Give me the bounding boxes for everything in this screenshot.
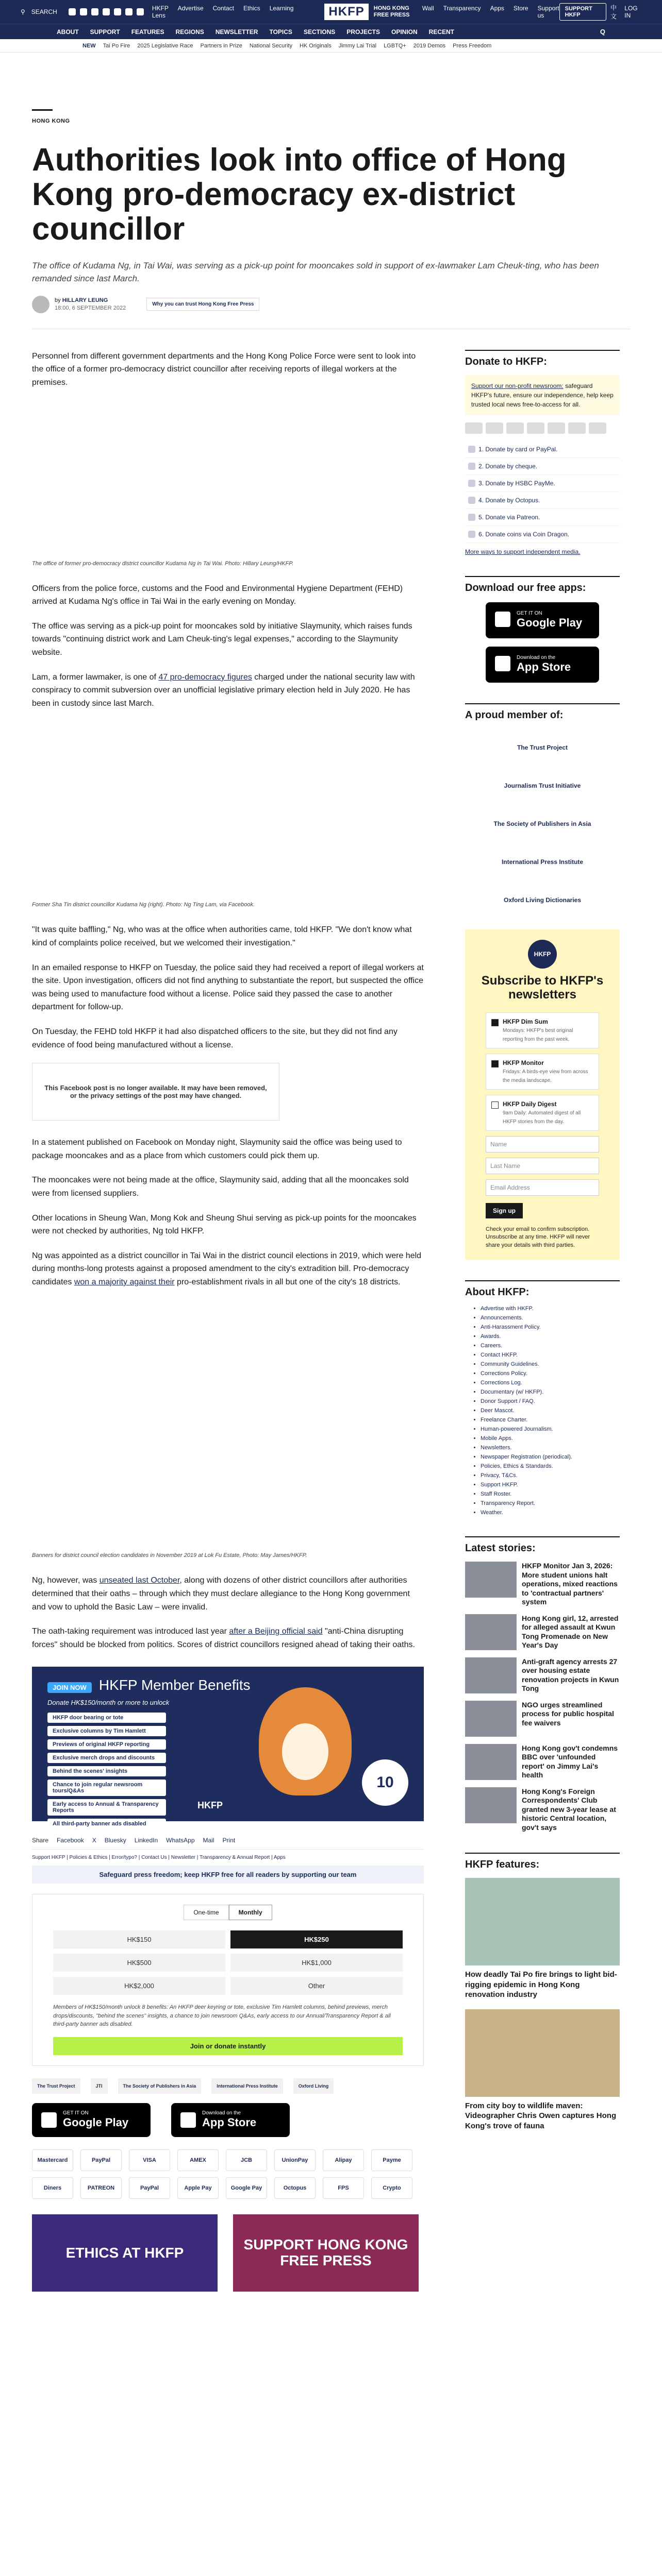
donate-lead-link[interactable]: Support our non-profit newsroom:	[471, 382, 564, 389]
crypto-icon[interactable]: Crypto	[371, 2177, 412, 2199]
donate-sidebar	[465, 350, 620, 555]
benefit-item: Exclusive merch drops and discounts	[47, 1753, 166, 1763]
nav-support[interactable]: SUPPORT	[90, 28, 120, 36]
banner-title: HKFP Member Benefits	[98, 1677, 251, 1693]
benefit-item: HKFP door bearing or tote	[47, 1713, 166, 1723]
sidebar	[465, 350, 620, 2292]
article-image	[32, 1300, 424, 1547]
about-links	[465, 1306, 620, 1516]
visa-icon[interactable]: VISA	[129, 2149, 170, 2171]
page-title: Authorities look into office of Hong Kong pro-democracy ex-district councillor	[32, 142, 567, 247]
trust-project-logo[interactable]: The Trust Project	[32, 2078, 80, 2094]
publish-date: 18:00, 6 SEPTEMBER 2022	[55, 305, 126, 312]
section-rule	[32, 109, 53, 111]
unionpay-icon[interactable]: UnionPay	[274, 2149, 316, 2171]
login-link[interactable]: LOG IN	[624, 5, 638, 19]
banner-brand: HKFP	[197, 1800, 223, 1811]
nav-about[interactable]: ABOUT	[57, 28, 79, 36]
paypal-icon[interactable]: PayPal	[129, 2177, 170, 2199]
about-link[interactable]: • Weather.	[481, 1510, 620, 1516]
donate-option[interactable]: 3. Donate by HSBC PayMe.	[465, 475, 620, 492]
paypal-icon[interactable]: PayPal	[80, 2149, 122, 2171]
app-store-row	[32, 2103, 424, 2137]
site-logo[interactable]: HKFP HONG KONG FREE PRESS	[324, 4, 409, 20]
paragraph: The mooncakes were not being made at the office, Slaymunity said, adding that all the mooncakes sold were from licensed suppliers.	[32, 1176, 409, 1198]
about-link[interactable]: • Support HKFP.	[481, 1482, 620, 1488]
feature-thumbnail	[465, 1878, 620, 1965]
story-thumbnail	[465, 1744, 517, 1780]
features-section	[465, 1853, 620, 2131]
inline-link[interactable]: unseated last October	[99, 1576, 180, 1585]
top-link-store[interactable]: Store	[513, 5, 528, 12]
top-link-transparency[interactable]: Transparency	[443, 5, 481, 12]
jcb-icon[interactable]: JCB	[226, 2149, 267, 2171]
nav-projects[interactable]: PROJECTS	[346, 28, 380, 36]
coin-icon	[468, 531, 475, 538]
benefit-item: Early access to Annual & Transparency Reports	[47, 1799, 166, 1816]
payme-icon	[468, 480, 475, 487]
telegram-icon[interactable]	[125, 8, 133, 15]
app-store-button[interactable]: Download on the App Store	[486, 647, 599, 683]
avatar	[32, 296, 49, 313]
payment-methods	[32, 2149, 424, 2199]
ipi-logo[interactable]: International Press Institute	[211, 2078, 283, 2094]
story-item[interactable]: Hong Kong girl, 12, arrested for alleged assault at Kwun Tong Promenade on New Year's Day	[465, 1614, 620, 1650]
trending-bar	[0, 39, 662, 53]
paragraph: In a statement published on Facebook on Monday night, Slaymunity said the office was being used to package mooncakes and as a place from which customers could pick them up.	[32, 1138, 402, 1160]
story-thumbnail	[465, 1562, 517, 1598]
donate-option[interactable]: 1. Donate by card or PayPal.	[465, 441, 620, 458]
octopus-icon[interactable]: Octopus	[274, 2177, 316, 2199]
donate-lead: Support our non-profit newsroom: safeguard HKFP's future, ensure our independence, help keep trusted local news free-to-access for all.	[465, 375, 620, 415]
join-donate-button[interactable]: Join or donate instantly	[53, 2037, 403, 2055]
paragraph: The office was serving as a pick-up point for mooncakes sold by initiative Slaymunity, which raises funds towards "continuing district work and Lam Cheuk-ting's legal expenses," according to the Slaymunity website.	[32, 621, 412, 657]
story-item[interactable]: Anti-graft agency arrests 27 over housing estate renovation projects in Kwun Tong	[465, 1657, 620, 1693]
footer-link-row[interactable]: Support HKFP | Policies & Ethics | Error/typo? | Contact Us | Newsletter | Transparency & Annual Report | Apps	[32, 1855, 286, 1861]
facebook-embed: This Facebook post is no longer available. It may have been removed, or the privacy settings of the post may have changed.	[32, 1063, 279, 1121]
deer-mascot-icon	[259, 1687, 352, 1795]
about-link[interactable]: • Human-powered Journalism.	[481, 1426, 620, 1432]
google-play-icon	[495, 612, 510, 627]
hkfp-logo: HKFP	[528, 940, 557, 969]
rss-icon[interactable]	[137, 8, 144, 15]
about-link[interactable]: • Corrections Policy.	[481, 1370, 620, 1377]
about-link[interactable]: • Transparency Report.	[481, 1500, 620, 1506]
about-link[interactable]: • Corrections Log.	[481, 1380, 620, 1386]
article-image	[32, 401, 424, 555]
author-link[interactable]: HILLARY LEUNG	[62, 297, 108, 304]
amount-option[interactable]: HK$500	[53, 1954, 225, 1972]
share-bluesky[interactable]: Bluesky	[104, 1837, 126, 1844]
share-whatsapp[interactable]: WhatsApp	[166, 1837, 195, 1844]
story-item[interactable]: NGO urges streamlined process for public hospital fee waivers	[465, 1701, 620, 1737]
google-play-button[interactable]: GET IT ON Google Play	[32, 2103, 151, 2137]
app-store-button[interactable]: Download on the App Store	[171, 2103, 290, 2137]
newsletter-option[interactable]: HKFP Dim Sum Mondays: HKFP's best original reporting from the past week.	[486, 1012, 599, 1048]
trending-item[interactable]: Press Freedom	[453, 42, 492, 49]
card-icon	[468, 446, 475, 453]
tab-monthly[interactable]: Monthly	[229, 1905, 272, 1920]
top-link-learning[interactable]: Learning	[269, 5, 294, 12]
about-link[interactable]: • Community Guidelines.	[481, 1361, 620, 1367]
about-link[interactable]: • Awards.	[481, 1333, 620, 1340]
amex-icon	[527, 422, 544, 434]
trending-item[interactable]: Partners in Prize	[200, 42, 242, 49]
card-icons	[465, 422, 620, 434]
mastercard-icon[interactable]: Mastercard	[32, 2149, 73, 2171]
article-header	[0, 53, 662, 329]
youtube-icon[interactable]	[103, 8, 110, 15]
jti-logo[interactable]: JTI	[91, 2078, 108, 2094]
trending-item[interactable]: HK Originals	[299, 42, 332, 49]
newsletter-title: Subscribe to HKFP's newsletters	[481, 973, 604, 1002]
facebook-icon[interactable]	[69, 8, 76, 15]
visa-icon	[506, 422, 524, 434]
byline	[32, 296, 630, 313]
nav-regions[interactable]: REGIONS	[175, 28, 204, 36]
nav-newsletter[interactable]: NEWSLETTER	[215, 28, 258, 36]
jcb-icon	[548, 422, 565, 434]
nav-sections[interactable]: SECTIONS	[303, 28, 336, 36]
inline-link[interactable]: won a majority against their	[74, 1277, 175, 1286]
top-link-contact[interactable]: Contact	[212, 5, 234, 12]
features-title: HKFP features:	[465, 1853, 620, 1871]
safeguard-banner[interactable]: Safeguard press freedom; keep HKFP free for all readers by supporting our team	[32, 1866, 424, 1884]
about-link[interactable]: • Announcements.	[481, 1315, 620, 1321]
donate-option[interactable]: 5. Donate via Patreon.	[465, 509, 620, 526]
story-item[interactable]: HKFP Monitor Jan 3, 2026: More student unions halt operations, mixed reactions to 'contractual partners' system	[465, 1562, 620, 1607]
about-link[interactable]: • Freelance Charter.	[481, 1417, 620, 1423]
paragraph: The oath-taking requirement was introduced last year after a Beijing official said "anti-China disrupting forces" should be blocked from politics. Scores of district councillors resigned ahead of taking their oaths.	[32, 1627, 415, 1649]
cheque-icon	[468, 463, 475, 470]
checkbox[interactable]	[491, 1019, 499, 1026]
member-of-section	[465, 703, 620, 919]
x-icon[interactable]	[80, 8, 87, 15]
unionpay-icon	[568, 422, 586, 434]
alipay-icon	[589, 422, 606, 434]
donate-option[interactable]: 4. Donate by Octopus.	[465, 492, 620, 509]
banner-subtitle: Donate HK$150/month or more to unlock	[47, 1699, 170, 1707]
image-caption: The office of former pro-democracy district councillor Kudama Ng in Tai Wai. Photo: Hillary Leung/HKFP.	[32, 560, 294, 567]
top-link-lens[interactable]: HKFP Lens	[152, 5, 169, 19]
member-benefits-banner[interactable]	[32, 1667, 424, 1827]
by-label: by	[55, 297, 61, 304]
about-link[interactable]: • Donor Support / FAQ.	[481, 1398, 620, 1404]
article-excerpt: The office of Kudama Ng, in Tai Wai, was serving as a pick-up point for mooncakes sold in support of ex-lawmaker Lam Cheuk-ting, who has been remanded since last March.	[32, 260, 599, 284]
support-promo[interactable]: SUPPORT HONG KONG FREE PRESS	[233, 2214, 419, 2292]
paragraph: Lam, a former lawmaker, is one of 47 pro-democracy figures charged under the national security law with conspiracy to commit subversion over an unofficial legislative primary election held in July 2020. He has been in custody since last March.	[32, 672, 415, 708]
google-pay-icon[interactable]: Google Pay	[226, 2177, 267, 2199]
share-bar	[32, 1832, 424, 1850]
article-image	[32, 721, 424, 896]
about-link[interactable]: • Deer Mascot.	[481, 1408, 620, 1414]
search-icon[interactable]: ⚲	[21, 8, 25, 15]
amount-option[interactable]: HK$2,000	[53, 1977, 225, 1995]
sidebar-title: Donate to HKFP:	[465, 350, 620, 368]
image-caption: Banners for district council election candidates in November 2019 at Lok Fu Estate, Photo: May James/HKFP.	[32, 1552, 307, 1559]
paragraph: In an emailed response to HKFP on Tuesday, the police said they had received a report of illegal workers at the site. Upon investigation, officers did not find anything to substantiate the report, but suspected the office was being used to manufacture food without a license. Police said they passed the case to another department for follow-up.	[32, 963, 424, 1012]
donate-option[interactable]: 2. Donate by cheque.	[465, 458, 620, 475]
trust-project-logo[interactable]: The Trust Project	[517, 743, 568, 751]
fps-icon[interactable]: FPS	[323, 2177, 364, 2199]
amount-option[interactable]: HK$250	[230, 1930, 403, 1948]
donate-widget	[32, 1894, 424, 2066]
donate-note: Members of HK$150/month unlock 8 benefits: An HKFP deer keyring or tote, exclusive Tim Hamlett columns, behind previews, merch drops/discounts, "behind the scenes" insights, a chance to join newsroom Q&As, early access to our Annual/Transparency Report & all third-party banner ads disabled.	[53, 2004, 391, 2028]
apple-icon	[495, 656, 510, 671]
newsletter-signup	[465, 929, 620, 1260]
payme-icon[interactable]: Payme	[371, 2149, 412, 2171]
sopa-logo[interactable]: The Society of Publishers in Asia	[493, 820, 591, 827]
nav-search-icon[interactable]: Q	[600, 28, 605, 36]
amount-option[interactable]: HK$150	[53, 1930, 225, 1948]
diners-icon[interactable]: Diners	[32, 2177, 73, 2199]
about-link[interactable]: • Contact HKFP.	[481, 1352, 620, 1358]
trending-item[interactable]: National Security	[249, 42, 292, 49]
about-link[interactable]: • Newsletters.	[481, 1445, 620, 1451]
feature-item[interactable]: From city boy to wildlife maven: Videographer Chris Owen captures Hong Kong's trove of fauna	[465, 2009, 620, 2131]
main-nav	[0, 24, 662, 39]
nav-recent[interactable]: RECENT	[428, 28, 454, 36]
apps-section	[465, 576, 620, 683]
about-link[interactable]: • Newspaper Registration (periodical).	[481, 1454, 620, 1460]
patreon-icon[interactable]: PATREON	[80, 2177, 122, 2199]
support-hkfp-button[interactable]: SUPPORT HKFP	[559, 3, 606, 21]
top-links	[152, 5, 294, 19]
search-link[interactable]: SEARCH	[31, 8, 57, 15]
trending-item[interactable]: Jimmy Lai Trial	[338, 42, 377, 49]
share-x[interactable]: X	[92, 1837, 96, 1844]
apple-icon	[180, 2112, 196, 2128]
benefit-item: Previews of original HKFP reporting	[47, 1739, 166, 1750]
top-link-advertise[interactable]: Advertise	[177, 5, 204, 12]
section-label[interactable]: HONG KONG	[32, 118, 70, 124]
paragraph: Other locations in Sheung Wan, Mong Kok and Sheung Shui serving as pick-up points for the mooncakes were not checked by authorities, Ng told HKFP.	[32, 1213, 417, 1236]
amount-option[interactable]: Other	[230, 1977, 403, 1995]
share-label: Share	[32, 1837, 49, 1844]
language-link[interactable]: 中文	[610, 4, 617, 20]
top-link-support[interactable]: Support us	[537, 5, 559, 19]
top-link-wall[interactable]: Wall	[422, 5, 434, 12]
top-link-ethics[interactable]: Ethics	[243, 5, 260, 12]
sopa-logo[interactable]: The Society of Publishers in Asia	[118, 2078, 202, 2094]
trust-link[interactable]: Why you can trust Hong Kong Free Press	[146, 298, 259, 311]
about-link[interactable]: • Advertise with HKFP.	[481, 1306, 620, 1312]
checkbox[interactable]	[491, 1101, 499, 1109]
paragraph: Ng was appointed as a district councillor in Tai Wai in the district council elections in 2019, which were held during months-long protests against a proposed amendment to the city's extradition bill. Pro-democracy candidates won a majority against their pro-establishment rivals in all but one of the city's 18 districts.	[32, 1251, 422, 1286]
benefit-item: Exclusive columns by Tim Hamlett	[47, 1726, 166, 1736]
benefit-item: Chance to join regular newsroom tours/Q&As	[47, 1780, 166, 1796]
nav-features[interactable]: FEATURES	[131, 28, 164, 36]
about-link[interactable]: • Policies, Ethics & Standards.	[481, 1463, 620, 1469]
benefit-list	[47, 1713, 408, 1829]
story-item[interactable]: Hong Kong gov't condemns BBC over 'unfounded report' on Jimmy Lai's health	[465, 1744, 620, 1780]
feature-item[interactable]: How deadly Tai Po fire brings to light bid-rigging epidemic in Hong Kong renovation industry	[465, 1878, 620, 2000]
benefit-item: Behind the scenes' insights	[47, 1766, 166, 1776]
story-thumbnail	[465, 1657, 517, 1693]
about-link[interactable]: • Careers.	[481, 1343, 620, 1349]
story-thumbnail	[465, 1614, 517, 1650]
join-now-badge[interactable]: JOIN NOW	[47, 1682, 92, 1693]
amex-icon[interactable]: AMEX	[177, 2149, 219, 2171]
mastercard-icon	[465, 422, 483, 434]
inline-link[interactable]: 47 pro-democracy figures	[158, 672, 252, 682]
social-icons	[69, 8, 144, 15]
story-thumbnail	[465, 1787, 517, 1823]
paypal-icon	[486, 422, 503, 434]
apple-pay-icon[interactable]: Apple Pay	[177, 2177, 219, 2199]
amount-grid	[53, 1930, 403, 1995]
email-field[interactable]: Email Address	[486, 1179, 599, 1196]
jti-logo[interactable]: Journalism Trust Initiative	[504, 782, 581, 789]
feature-thumbnail	[465, 2009, 620, 2097]
image-caption: Former Sha Tin district councillor Kudama Ng (right). Photo: Ng Ting Lam, via Facebook.	[32, 902, 255, 908]
paragraph: Personnel from different government departments and the Hong Kong Police Force were sent to look into the office of a former pro-democracy district councillor after receiving reports of illegal workers at the premises.	[32, 351, 416, 387]
top-link-apps[interactable]: Apps	[490, 5, 504, 12]
trending-item[interactable]: 2019 Demos	[413, 42, 446, 49]
story-thumbnail	[465, 1701, 517, 1737]
tab-one-time[interactable]: One-time	[184, 1905, 228, 1920]
frequency-toggle	[53, 1905, 403, 1920]
paragraph: On Tuesday, the FEHD told HKFP it had also dispatched officers to the site, but they did not find any evidence of food being manufactured without a license.	[32, 1027, 398, 1049]
linkedin-icon[interactable]	[114, 8, 121, 15]
member-of-title: A proud member of:	[465, 703, 620, 721]
trending-item[interactable]: LGBTQ+	[384, 42, 406, 49]
octopus-icon	[468, 497, 475, 504]
share-linkedin[interactable]: LinkedIn	[134, 1837, 158, 1844]
paragraph: Officers from the police force, customs and the Food and Environmental Hygiene Department (FEHD) arrived at Kudama Ng's office in Tai Wai in the early evening on Monday.	[32, 584, 403, 606]
top-bar	[0, 0, 662, 24]
latest-stories	[465, 1536, 620, 1832]
article-body	[32, 350, 424, 2292]
about-link[interactable]: • Documentary (w/ HKFP).	[481, 1389, 620, 1395]
benefit-item: All third-party banner ads disabled	[47, 1819, 166, 1829]
trending-item[interactable]: Tai Po Fire	[103, 42, 130, 49]
inline-link[interactable]: after a Beijing official said	[229, 1627, 323, 1636]
instagram-icon[interactable]	[91, 8, 98, 15]
promo-row	[32, 2214, 424, 2292]
nav-topics[interactable]: TOPICS	[269, 28, 292, 36]
trending-new-label: NEW	[82, 42, 96, 49]
anniversary-badge: 10	[362, 1759, 408, 1806]
about-title: About HKFP:	[465, 1280, 620, 1298]
oxford-logo[interactable]: Oxford Living Dictionaries	[503, 896, 582, 904]
alipay-icon[interactable]: Alipay	[323, 2149, 364, 2171]
latest-title: Latest stories:	[465, 1536, 620, 1554]
first-name-field[interactable]: Name	[486, 1136, 599, 1153]
paragraph: "It was quite baffling," Ng, who was at the office when authorities came, told HKFP. "We don't know what kind of complaints police received, but we welcomed their investigation."	[32, 925, 412, 947]
newsletter-note: Check your email to confirm subscription. Unsubscribe at any time. HKFP will never share your details with third parties.	[486, 1226, 590, 1248]
nav-opinion[interactable]: OPINION	[391, 28, 418, 36]
share-facebook[interactable]: Facebook	[57, 1837, 84, 1844]
donate-option[interactable]: 6. Donate coins via Coin Dragon.	[465, 526, 620, 543]
ipi-logo[interactable]: International Press Institute	[501, 858, 584, 866]
trending-item[interactable]: 2025 Legislative Race	[137, 42, 193, 49]
oxford-logo[interactable]: Oxford Living	[293, 2078, 334, 2094]
patreon-icon	[468, 514, 475, 521]
story-item[interactable]: Hong Kong's Foreign Correspondents' Club granted new 3-year lease at historic Central location, gov't says	[465, 1787, 620, 1833]
about-link[interactable]: • Staff Roster.	[481, 1491, 620, 1497]
apps-title: Download our free apps:	[465, 576, 620, 594]
about-section	[465, 1280, 620, 1516]
last-name-field[interactable]: Last Name	[486, 1158, 599, 1174]
share-print[interactable]: Print	[222, 1837, 236, 1844]
checkbox[interactable]	[491, 1060, 499, 1067]
google-play-icon	[41, 2112, 57, 2128]
top-links-right	[422, 5, 559, 19]
newsletter-option[interactable]: HKFP Monitor Fridays: A birds-eye view from across the media landscape.	[486, 1054, 599, 1090]
about-link[interactable]: • Anti-Harassment Policy.	[481, 1324, 620, 1330]
logo-text: HONG KONG FREE PRESS	[373, 5, 410, 18]
about-link[interactable]: • Mobile Apps.	[481, 1435, 620, 1442]
paragraph: Ng, however, was unseated last October, along with dozens of other district councillors after authorities determined that their oaths – through which they must declare allegiance to the Hong Kong government and vow to uphold the Basic Law – were invalid.	[32, 1576, 410, 1612]
share-mail[interactable]: Mail	[203, 1837, 214, 1844]
amount-option[interactable]: HK$1,000	[230, 1954, 403, 1972]
google-play-button[interactable]: GET IT ON Google Play	[486, 602, 599, 638]
ethics-promo[interactable]: ETHICS AT HKFP	[32, 2214, 218, 2292]
more-ways-link[interactable]: More ways to support independent media.	[465, 548, 581, 555]
signup-button[interactable]: Sign up	[486, 1203, 523, 1218]
partner-logos	[32, 2078, 424, 2094]
about-link[interactable]: • Privacy, T&Cs.	[481, 1472, 620, 1479]
newsletter-option[interactable]: HKFP Daily Digest 9am Daily: Automated digest of all HKFP stories from the day.	[486, 1095, 599, 1131]
